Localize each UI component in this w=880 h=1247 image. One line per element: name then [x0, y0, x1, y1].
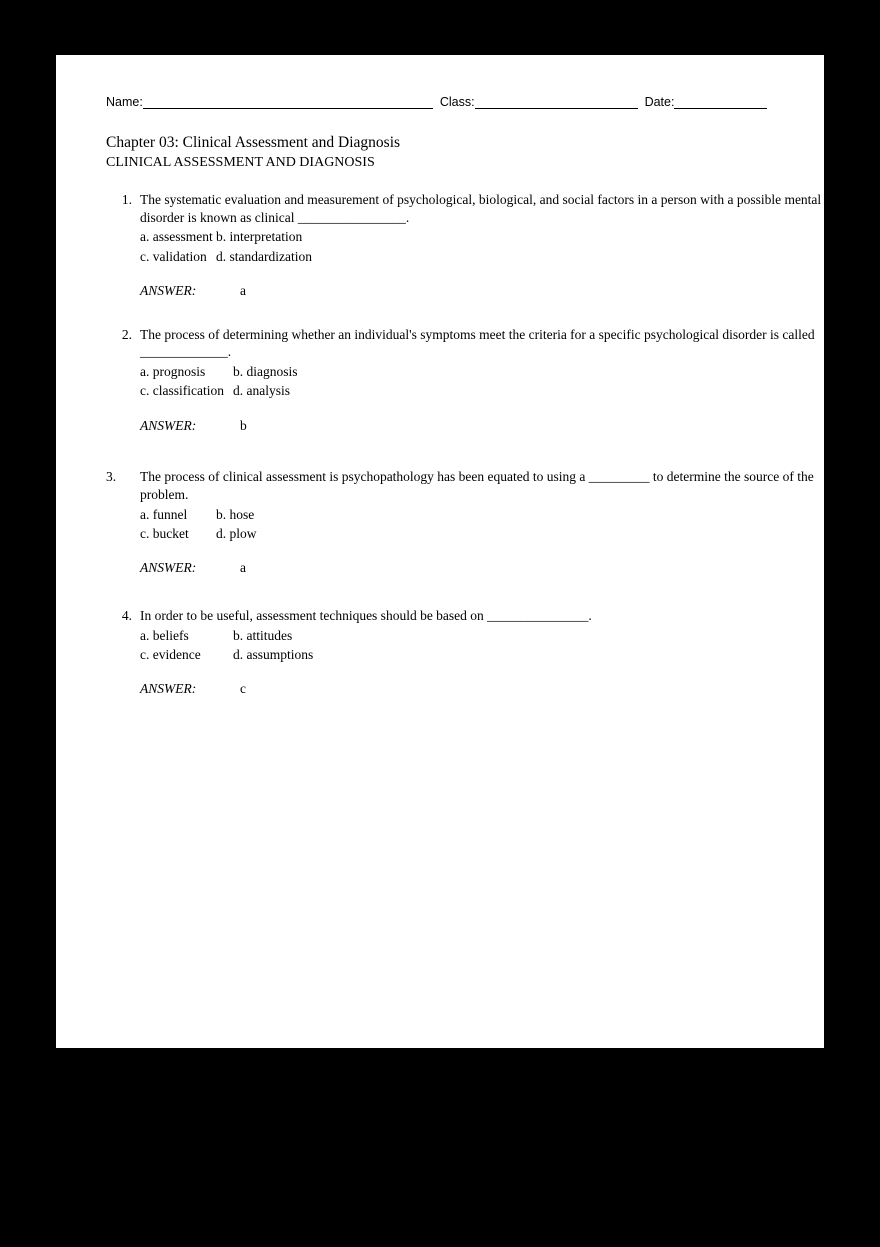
section-title: CLINICAL ASSESSMENT AND DIAGNOSIS	[106, 154, 375, 170]
document-page	[56, 55, 824, 1048]
name-label: Name:	[106, 95, 143, 109]
question-item	[106, 607, 824, 698]
question-stem: In order to be useful, assessment techniques should be based on _______________.	[140, 608, 592, 624]
document-content	[106, 95, 824, 722]
question-stem: The systematic evaluation and measurement of psychological, biological, and social factors in a person with a possible mental disorder is known as clinical ________________.	[140, 191, 822, 225]
answer-row	[140, 282, 824, 300]
chapter-title: Chapter 03: Clinical Assessment and Diagnosis	[106, 134, 401, 151]
question-item	[106, 326, 824, 435]
answer-row	[140, 559, 824, 577]
question-item	[106, 468, 824, 577]
option-b[interactable]: b. interpretation	[216, 229, 303, 245]
option-row	[140, 645, 824, 664]
option-a[interactable]: a. assessment	[140, 229, 213, 245]
answer-label: ANSWER:	[140, 560, 197, 576]
option-a[interactable]: a. prognosis	[140, 364, 206, 380]
option-d[interactable]: d. assumptions	[233, 647, 314, 663]
option-row	[140, 227, 824, 246]
student-info-header	[106, 95, 824, 109]
date-label: Date:	[644, 95, 675, 109]
class-input-line[interactable]	[475, 95, 638, 109]
option-a[interactable]: a. beliefs	[140, 627, 189, 643]
answer-label: ANSWER:	[140, 681, 197, 697]
option-c[interactable]: c. evidence	[140, 647, 201, 663]
option-b[interactable]: b. hose	[216, 506, 255, 522]
option-c[interactable]: c. bucket	[140, 526, 189, 542]
answer-value: a	[240, 560, 246, 576]
question-number: 4.	[121, 608, 132, 624]
question-number: 3.	[106, 469, 117, 485]
option-d[interactable]: d. analysis	[233, 383, 290, 399]
option-row	[140, 626, 824, 645]
answer-value: c	[240, 681, 246, 697]
option-row	[140, 381, 824, 400]
answer-label: ANSWER:	[140, 417, 197, 433]
question-item	[106, 191, 824, 300]
answer-row	[140, 680, 824, 698]
option-d[interactable]: d. plow	[216, 526, 257, 542]
question-number: 2.	[121, 326, 132, 342]
option-c[interactable]: c. validation	[140, 248, 207, 264]
question-stem: The process of determining whether an individual's symptoms meet the criteria for a specific psychological disorder is called _____________.	[140, 326, 815, 360]
answer-value: b	[240, 417, 247, 433]
answer-label: ANSWER:	[140, 282, 197, 298]
option-c[interactable]: c. classification	[140, 383, 224, 399]
option-a[interactable]: a. funnel	[140, 506, 188, 522]
option-d[interactable]: d. standardization	[216, 248, 312, 264]
name-input-line[interactable]	[143, 95, 433, 109]
question-number: 1.	[121, 191, 132, 207]
question-stem: The process of clinical assessment is psychopathology has been equated to using a _________ to determine the source of the problem.	[140, 469, 814, 503]
date-input-line[interactable]	[674, 95, 767, 109]
option-b[interactable]: b. attitudes	[233, 627, 293, 643]
option-row	[140, 247, 824, 266]
class-label: Class:	[439, 95, 475, 109]
answer-row	[140, 417, 824, 435]
option-row	[140, 362, 824, 381]
option-row	[140, 524, 824, 543]
answer-value: a	[240, 282, 246, 298]
option-row	[140, 505, 824, 524]
option-b[interactable]: b. diagnosis	[233, 364, 298, 380]
